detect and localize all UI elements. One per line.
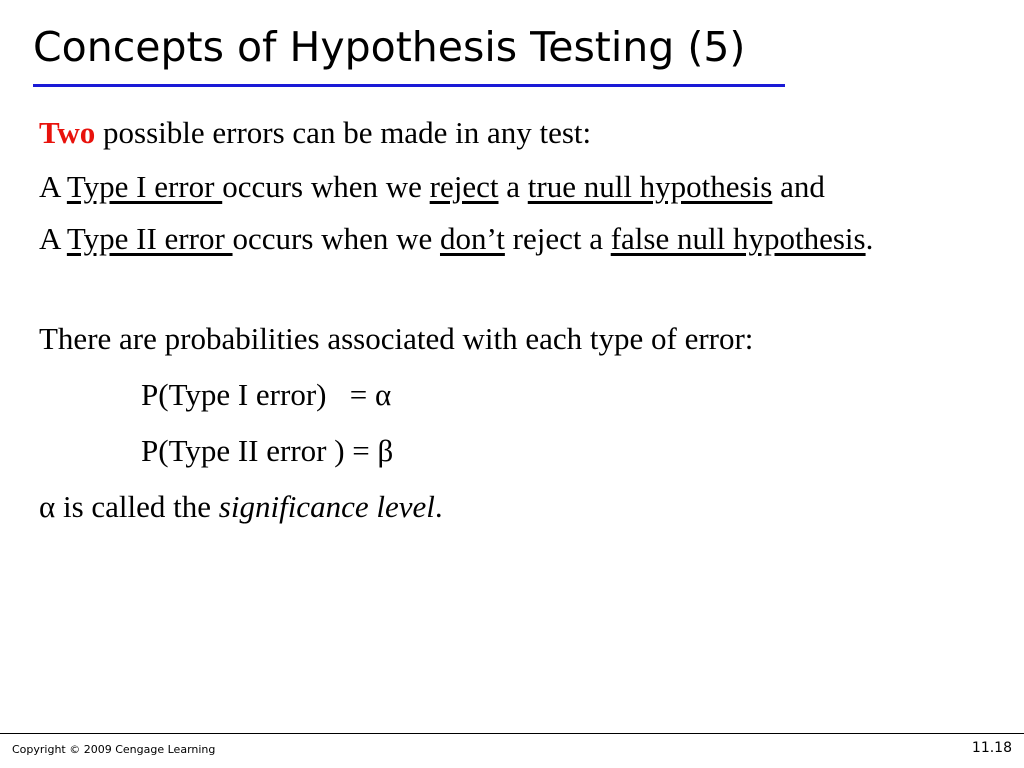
text-fragment: . [434, 489, 443, 524]
copyright-notice: Copyright © 2009 Cengage Learning [12, 743, 216, 756]
errors-intro-line [39, 108, 999, 158]
footer-divider [0, 733, 1024, 734]
text-fragment: occurs when we [222, 169, 430, 204]
type-ii-error-definition [39, 216, 999, 262]
errors-intro-rest: possible errors can be made in any test: [95, 115, 592, 150]
title-underline [33, 84, 785, 87]
slide-body [39, 108, 999, 538]
slide-number: 11.18 [971, 740, 1012, 756]
text-fragment: occurs when we [232, 221, 440, 256]
text-fragment: . [865, 221, 874, 256]
text-fragment: A [39, 169, 67, 204]
false-null-hypothesis-term: false null hypothesis [610, 221, 866, 256]
type-i-error-definition [39, 164, 999, 210]
significance-level-line [39, 482, 999, 532]
type-i-error-term: Type I error [66, 169, 223, 204]
text-fragment: and [772, 169, 825, 204]
text-fragment: A [39, 221, 67, 256]
text-fragment: reject a [504, 221, 611, 256]
type-ii-error-term: Type II error [66, 221, 233, 256]
text-fragment: a [498, 169, 528, 204]
dont-term: don’t [439, 221, 505, 256]
two-emphasis: Two [39, 115, 96, 150]
true-null-hypothesis-term: true null hypothesis [527, 169, 773, 204]
probabilities-intro-line: There are probabilities associated with each type of error: [39, 321, 754, 356]
text-fragment: α is called the [39, 489, 219, 524]
slide-title: Concepts of Hypothesis Testing (5) [33, 23, 746, 71]
reject-term: reject [429, 169, 499, 204]
p-type-ii-formula: P(Type II error ) = β [141, 433, 394, 468]
p-type-i-formula: P(Type I error) = α [141, 377, 392, 412]
significance-level-term: significance level [218, 489, 435, 524]
